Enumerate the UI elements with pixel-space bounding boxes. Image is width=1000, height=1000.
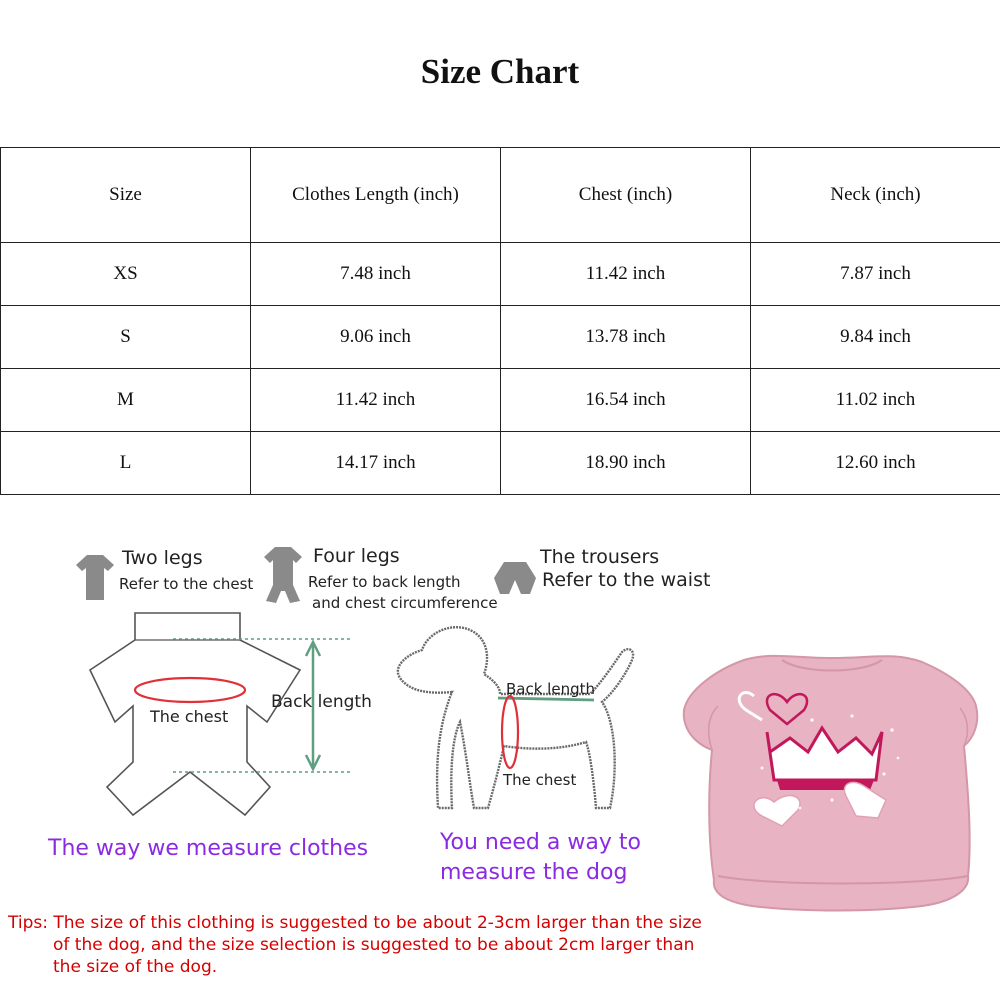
table-cell: S [1,306,251,369]
clothes-chest-label: The chest [150,707,229,726]
table-cell: 13.78 inch [501,306,751,369]
table-cell: 11.02 inch [751,369,1000,432]
tips-line-3: the size of the dog. [53,957,218,977]
header-cell: Size [1,148,251,243]
tips-line-1: Tips: The size of this clothing is suggested to be about 2-3cm larger than the size [8,913,702,933]
table-cell: 7.48 inch [251,243,501,306]
four-legs-desc-line-2: and chest circumference [312,594,498,612]
table-row [1,243,1000,306]
pink-dog-shirt-image [672,640,992,920]
table-cell: M [1,369,251,432]
clothes-outline-diagram [85,612,375,827]
dog-caption-line-1: You need a way to [440,830,641,855]
page-title: Size Chart [420,52,580,91]
trousers-icon [490,558,540,603]
clothes-back-length-label: Back length [271,692,372,712]
table-cell: 9.06 inch [251,306,501,369]
table-cell: L [1,432,251,495]
header-cell: Neck (inch) [751,148,1000,243]
table-cell: 11.42 inch [501,243,751,306]
clothes-caption: The way we measure clothes [48,836,369,861]
two-legs-desc: Refer to the chest [119,575,254,593]
four-legs-title: Four legs [313,545,400,567]
dog-outline-diagram [390,622,650,827]
table-cell: 7.87 inch [751,243,1000,306]
tips-text [8,912,702,978]
tips-line-2: of the dog, and the size selection is suggested to be about 2cm larger than [53,935,695,955]
table-cell: 9.84 inch [751,306,1000,369]
dog-chest-label: The chest [503,771,577,789]
size-table [0,147,1000,495]
two-legs-title: Two legs [122,547,203,569]
table-row [1,432,1000,495]
two-legs-shirt-icon [70,550,120,605]
header-cell: Clothes Length (inch) [251,148,501,243]
table-row [1,306,1000,369]
table-cell: XS [1,243,251,306]
table-cell: 12.60 inch [751,432,1000,495]
dog-back-length-label: Back length [506,680,595,698]
four-legs-desc-line-1: Refer to back length [308,573,461,591]
trousers-title: The trousers [540,546,660,568]
table-header-row [1,148,1000,243]
table-cell: 16.54 inch [501,369,751,432]
dog-caption-line-2: measure the dog [440,860,628,885]
table-cell: 14.17 inch [251,432,501,495]
trousers-desc: Refer to the waist [542,569,711,591]
table-row [1,369,1000,432]
four-legs-shirt-icon [258,543,308,608]
header-cell: Chest (inch) [501,148,751,243]
table-cell: 11.42 inch [251,369,501,432]
table-cell: 18.90 inch [501,432,751,495]
